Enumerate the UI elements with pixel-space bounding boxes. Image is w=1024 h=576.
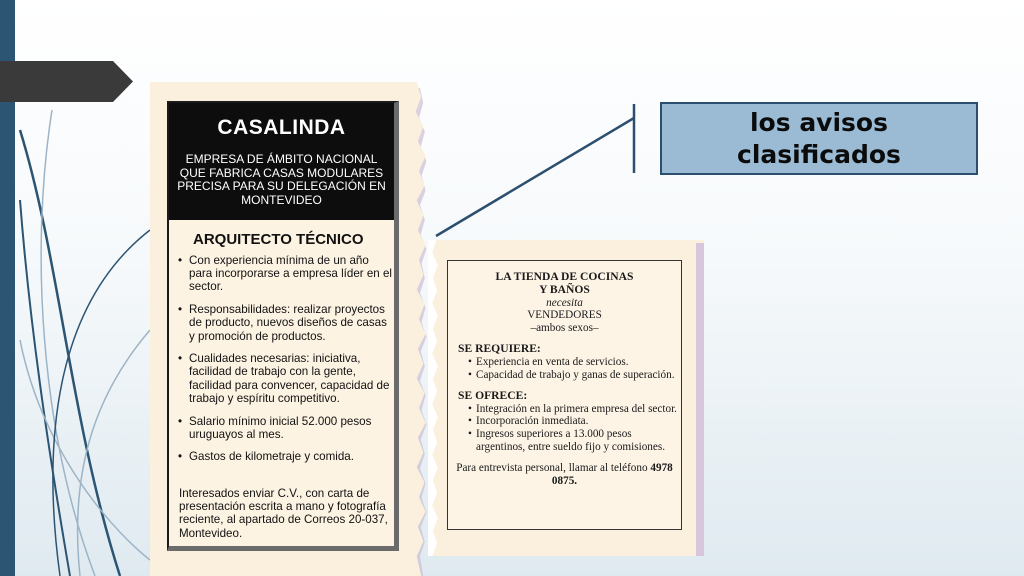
list-item: • Integración en la primera empresa del sector.: [468, 403, 678, 416]
list-item: • Responsabilidades: realizar proyectos de producto, nuevos diseños de casas y promoción de productos.: [178, 303, 393, 343]
requires-heading: SE REQUIERE:: [458, 341, 541, 355]
job-role: VENDEDORES: [527, 309, 602, 322]
ad-subtitle: necesita: [546, 296, 583, 309]
list-item: • Capacidad de trabajo y ganas de superación.: [468, 369, 678, 382]
company-description: EMPRESA DE ÁMBITO NACIONAL QUE FABRICA CASAS MODULARES PRECISA PARA SU DELEGACIÓN EN MONTEVIDEO: [177, 152, 386, 207]
store-name-line2: Y BAÑOS: [539, 282, 590, 296]
role-note: –ambos sexos–: [530, 322, 599, 335]
offers-heading: SE OFRECE:: [458, 388, 528, 402]
contact-text: Para entrevista personal, llamar al teléfono: [456, 461, 648, 474]
title-label-box: [660, 102, 978, 175]
list-item: • Ingresos superiores a 13.000 pesos argentinos, entre sueldo fijo y comisiones.: [468, 428, 678, 454]
ad-left-footer: Interesados enviar C.V., con carta de presentación escrita a mano y fotografía reciente, al apartado de Correos 20-037, Montevideo.: [179, 487, 388, 540]
list-item: • Cualidades necesarias: iniciativa, facilidad de trabajo con la gente, facilidad para convencer, capacidad de trabajo y espíritu competitivo.: [178, 352, 393, 405]
store-name: LA TIENDA DE COCINAS: [495, 270, 634, 283]
slide-title: los avisos clasificados: [737, 107, 901, 169]
list-item: • Con experiencia mínima de un año para incorporarse a empresa líder en el sector.: [178, 254, 393, 294]
phone-number: 4978 0875.: [551, 461, 673, 487]
list-item: • Salario mínimo inicial 52.000 pesos uruguayos al mes.: [178, 415, 393, 441]
list-item: • Incorporación inmediata.: [468, 415, 678, 428]
list-item: • Experiencia en venta de servicios.: [468, 356, 678, 369]
company-brand: CASALINDA: [217, 116, 346, 139]
job-title: ARQUITECTO TÉCNICO: [193, 231, 364, 248]
list-item: • Gastos de kilometraje y comida.: [178, 450, 393, 463]
